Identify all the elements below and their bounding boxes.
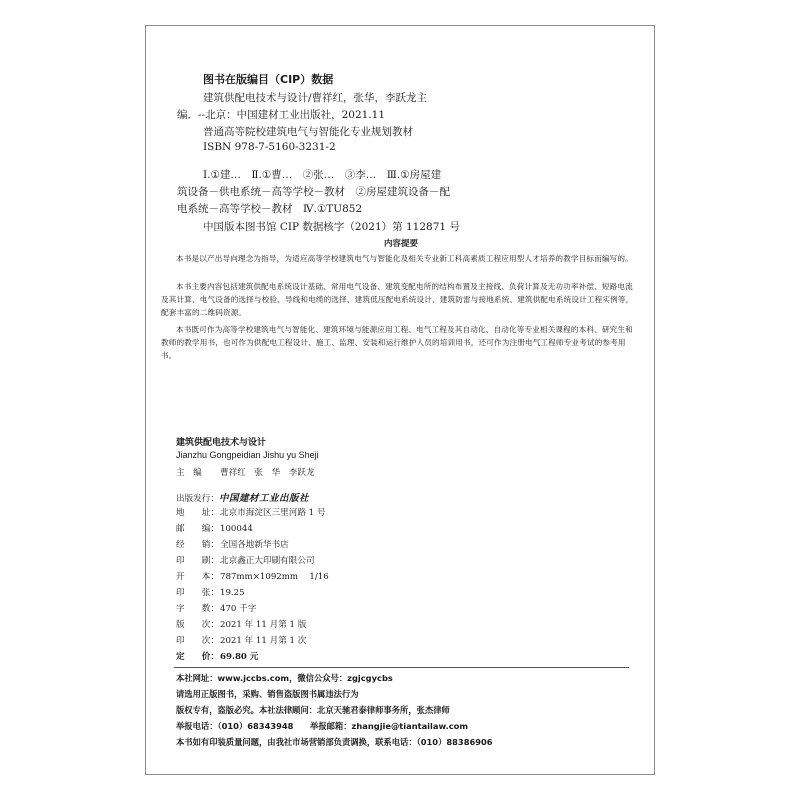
summary-heading: 内容提要	[383, 239, 418, 249]
printing-line: 印 次：2021 年 11 月第 1 次	[176, 636, 307, 646]
postcode-line: 邮 编：100044	[176, 524, 253, 534]
cip-line: 电系统－高等学校－教材 Ⅳ.①TU852	[177, 203, 363, 215]
summary-paragraph: 本书是以产出导向理念为指导，为适应高等学校建筑电气与智能化及相关专业新工科高素质工程应用型人才培养的教学目标而编写的。	[176, 254, 633, 263]
editors: 曹祥红 张 华 李跃龙	[220, 468, 315, 478]
cip-line: Ⅰ.①建… Ⅱ.①曹… ②张… ③李… Ⅲ.①房屋建	[203, 169, 442, 181]
editors-line	[176, 466, 315, 478]
copyright-page	[145, 25, 655, 775]
format-line: 开 本：787mm×1092mm 1/16	[176, 572, 329, 582]
summary-paragraph: 本书主要内容包括建筑供配电系统设计基础、常用电气设备、建筑变配电所的结构布置及主接线、负荷计算及无功功率补偿、短路电流及其计算、电气设备的选择与校验、导线和电缆的选择、建筑低压配电系统设计、建筑防雷与接地系统、建筑供配电系统设计工程实例等，配套丰富的二维码资源。	[161, 282, 634, 318]
edition-line: 版 次：2021 年 11 月第 1 版	[176, 620, 307, 630]
price-line: 定 价：69.80 元	[176, 652, 259, 662]
cip-title: 图书在版编目（CIP）数据	[203, 73, 334, 86]
publisher-name: 中国建材工业出版社	[218, 493, 309, 504]
cip-line: 普通高等院校建筑电气与智能化专业规划教材	[203, 126, 413, 138]
address-line: 地 址：北京市海淀区三里河路 1 号	[176, 508, 326, 518]
divider	[174, 667, 629, 668]
book-title-pinyin: Jianzhu Gongpeidian Jishu yu Sheji	[176, 450, 319, 460]
cip-line: 建筑供配电技术与设计/曹祥红，张华，李跃龙主	[203, 92, 428, 104]
cip-isbn: ISBN 978-7-5160-3231-2	[203, 141, 336, 153]
copyright-notice: 版权专有，盗版必究。本社法律顾问：北京天驰君泰律师事务所，张杰律师	[176, 705, 450, 715]
cip-number: 中国版本图书馆 CIP 数据核字（2021）第 112871 号	[203, 221, 460, 233]
cip-line: 筑设备－供电系统－高等学校－教材 ②房屋建筑设备－配	[177, 186, 450, 198]
piracy-notice: 请选用正版图书，采购、销售盗版图书属违法行为	[176, 689, 359, 699]
publisher-label: 出版发行：	[176, 494, 219, 504]
book-title: 建筑供配电技术与设计	[176, 438, 267, 448]
distributor-line: 经 销：全国各地新华书店	[176, 540, 289, 550]
summary-paragraph: 本书既可作为高等学校建筑电气与智能化、建筑环境与能源应用工程、电气工程及其自动化、自动化等专业相关课程的本科、研究生和教师的教学用书，也可作为供配电工程设计、施工、监理、安装和运行维护人员的培训用书，还可作为注册电气工程师专业考试的参考用书。	[161, 325, 633, 361]
printer-line: 印 刷：北京鑫正大印刷有限公司	[176, 556, 315, 566]
quality-contact-line: 本书如有印装质量问题，由我社市场营销部负责调换，联系电话：（010）88386906	[176, 737, 493, 747]
sheets-line: 印 张：19.25	[176, 588, 245, 598]
publisher-line	[176, 490, 309, 504]
report-contact-line: 举报电话：（010）68343948 举报邮箱：zhangjie@tiantailaw.com	[176, 721, 469, 731]
website-line: 本社网址：www.jccbs.com，微信公众号：zgjcgycbs	[176, 673, 393, 683]
word-count-line: 字 数：470 千字	[176, 604, 257, 614]
editors-label: 主 编	[176, 468, 202, 478]
cip-line: 编．--北京：中国建材工业出版社，2021.11	[177, 109, 386, 121]
